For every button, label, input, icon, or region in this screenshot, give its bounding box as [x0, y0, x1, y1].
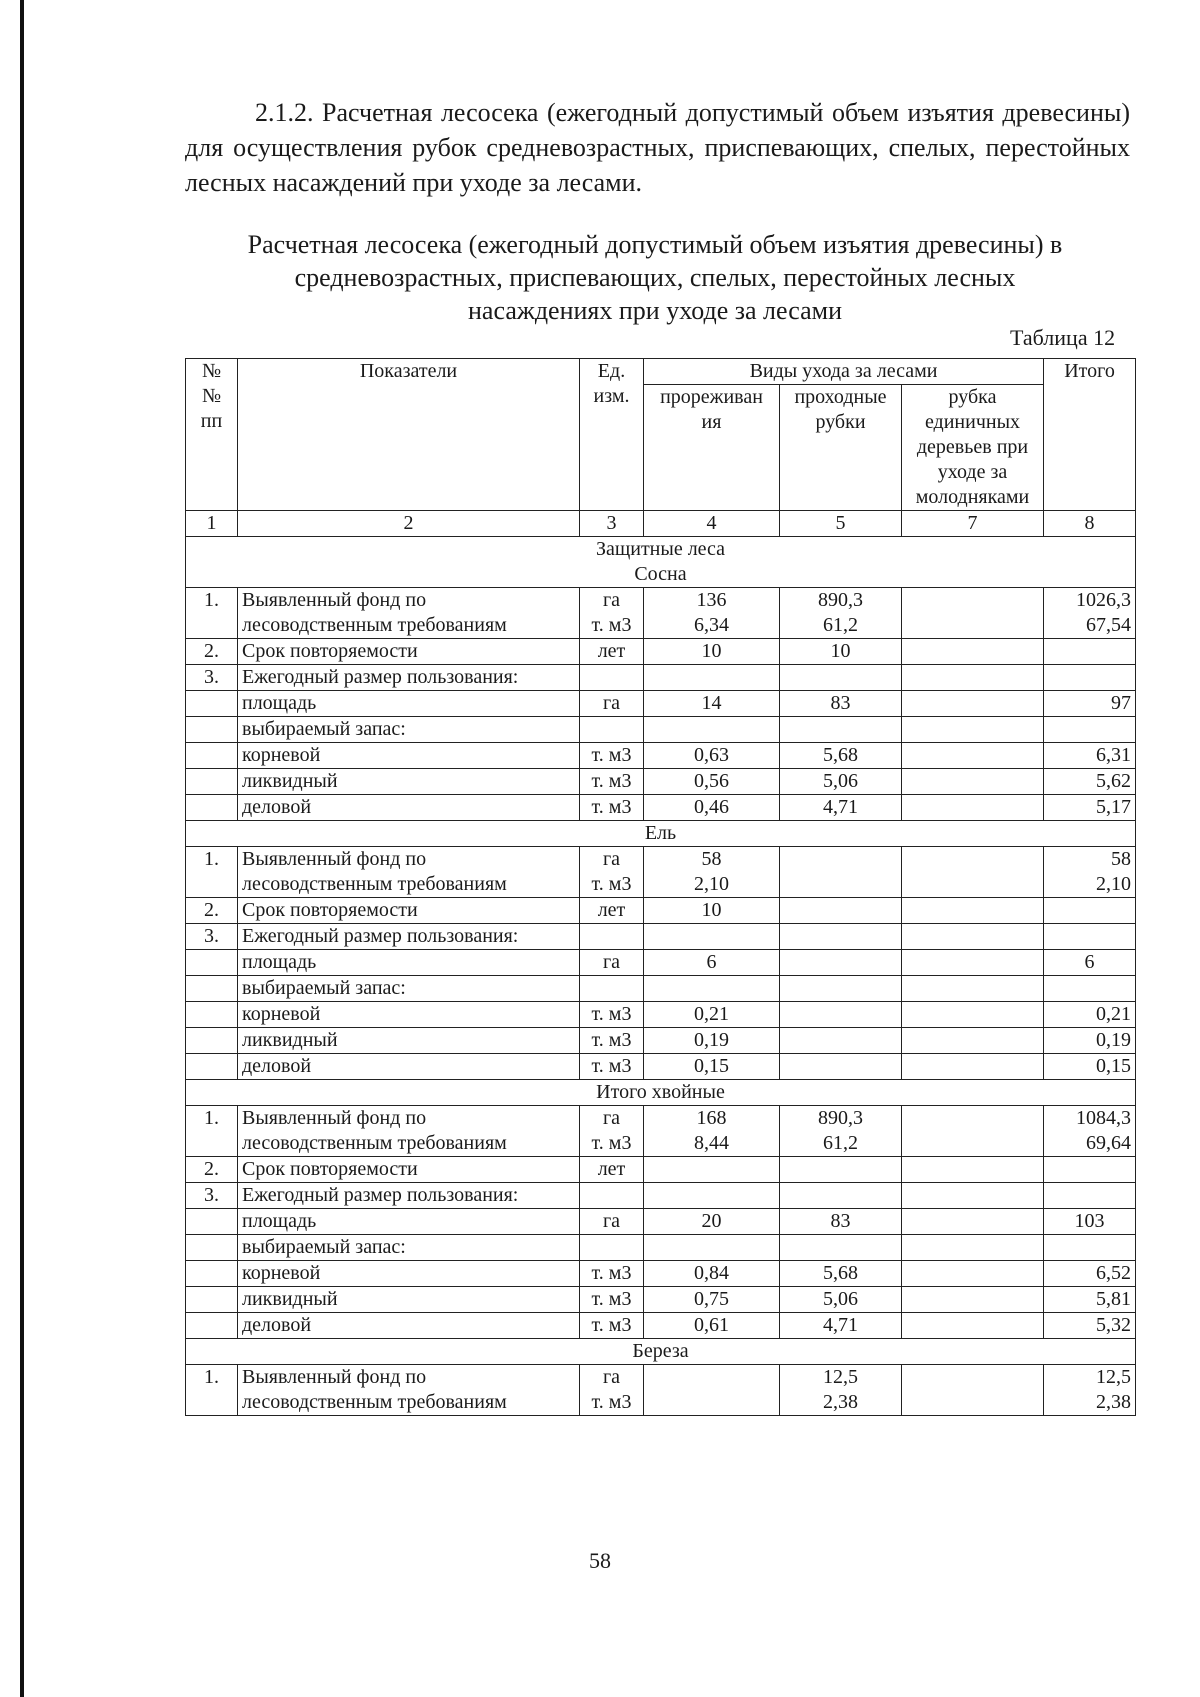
table-cell	[644, 976, 780, 1002]
table-cell	[780, 1183, 902, 1209]
section-protective-forests: Защитные леса	[595, 538, 726, 560]
table-cell	[902, 898, 1044, 924]
cell-line: га	[602, 848, 621, 870]
table-cell: 4,71	[780, 1313, 902, 1339]
table-cell	[580, 588, 644, 639]
table-cell	[644, 588, 780, 639]
table-cell	[186, 1287, 238, 1313]
header-care-types: Виды ухода за лесами	[644, 359, 1044, 385]
table-cell	[902, 588, 1044, 639]
table-cell	[902, 1106, 1044, 1157]
table-cell	[902, 1209, 1044, 1235]
cell-line: рубка	[948, 386, 997, 408]
cell-line: проходные	[794, 386, 887, 408]
cell-line: 2,10	[694, 873, 729, 895]
table-cell: т. м3	[580, 795, 644, 821]
table-cell	[580, 976, 644, 1002]
table-row	[186, 1209, 1136, 1235]
table-cell: 5,06	[780, 769, 902, 795]
table-cell: ликвидный	[238, 769, 580, 795]
table-row	[186, 588, 1136, 639]
table-cell	[780, 665, 902, 691]
table-cell	[186, 1313, 238, 1339]
table-row	[186, 717, 1136, 743]
cell-line: 67,54	[1086, 614, 1131, 636]
cell-line: 890,3	[818, 1107, 863, 1129]
table-cell: лет	[580, 1157, 644, 1183]
cell-line: 2,38	[1096, 1391, 1131, 1413]
table-row	[186, 1157, 1136, 1183]
table-cell	[186, 1235, 238, 1261]
table-row	[186, 847, 1136, 898]
table-cell: т. м3	[580, 1028, 644, 1054]
table-cell: выбираемый запас:	[238, 976, 580, 1002]
table-cell: деловой	[238, 1054, 580, 1080]
cell-line: ия	[701, 411, 722, 433]
table-row	[186, 743, 1136, 769]
table-cell: площадь	[238, 1209, 580, 1235]
table-cell	[780, 1054, 902, 1080]
table-cell: лет	[580, 898, 644, 924]
column-numbers-row	[186, 511, 1136, 537]
table-cell: 3.	[186, 665, 238, 691]
table-cell	[780, 1028, 902, 1054]
table-cell	[238, 1106, 580, 1157]
table-cell	[780, 924, 902, 950]
table-row	[186, 1028, 1136, 1054]
table-cell	[1044, 1183, 1136, 1209]
table-cell	[902, 1313, 1044, 1339]
table-cell	[902, 1157, 1044, 1183]
table-cell: 0,46	[644, 795, 780, 821]
table-cell	[1044, 1365, 1136, 1416]
table-row	[186, 898, 1136, 924]
table-cell: 5,17	[1044, 795, 1136, 821]
colnum-7: 7	[902, 511, 1044, 537]
table-cell: 103	[1044, 1209, 1136, 1235]
table-cell	[580, 1183, 644, 1209]
intro-paragraph: 2.1.2. Расчетная лесосека (ежегодный допустимый объем изъятия древесины) для осуществления рубок средневозрастных, приспевающих, спелых, перестойных лесных насаждений при уходе за лесами.	[185, 98, 1130, 197]
table-cell: 0,84	[644, 1261, 780, 1287]
table-cell: 5,68	[780, 1261, 902, 1287]
cell-line: молодняками	[915, 486, 1030, 508]
colnum-3: 3	[580, 511, 644, 537]
colnum-2: 2	[238, 511, 580, 537]
table-cell	[780, 1157, 902, 1183]
table-cell	[1044, 847, 1136, 898]
table-cell	[780, 1235, 902, 1261]
table-cell: 10	[780, 639, 902, 665]
table-row	[186, 924, 1136, 950]
table-cell	[186, 976, 238, 1002]
table-row	[186, 950, 1136, 976]
section-pine: Сосна	[634, 563, 687, 585]
table-row	[186, 795, 1136, 821]
table-cell	[238, 847, 580, 898]
table-cell: 0,21	[644, 1002, 780, 1028]
table-cell	[902, 1054, 1044, 1080]
cell-line: 2,10	[1096, 873, 1131, 895]
table-cell	[1044, 898, 1136, 924]
table-cell	[1044, 924, 1136, 950]
table-cell	[580, 717, 644, 743]
table-cell	[580, 924, 644, 950]
allowable-cut-table	[185, 358, 1136, 1416]
table-cell: 83	[780, 1209, 902, 1235]
table-cell	[580, 847, 644, 898]
table-cell	[580, 1365, 644, 1416]
table-cell	[902, 1287, 1044, 1313]
table-cell: 5,62	[1044, 769, 1136, 795]
cell-line: 12,5	[1096, 1366, 1131, 1388]
table-row	[186, 976, 1136, 1002]
table-cell: деловой	[238, 795, 580, 821]
cell-line: га	[602, 1107, 621, 1129]
table-cell	[186, 691, 238, 717]
table-cell: 0,15	[644, 1054, 780, 1080]
heading-line-2: средневозрастных, приспевающих, спелых, перестойных лесных	[294, 263, 1016, 292]
table-cell	[902, 1235, 1044, 1261]
table-cell	[780, 1002, 902, 1028]
table-cell	[902, 1365, 1044, 1416]
header-passing-cuts	[780, 385, 902, 511]
table-row	[186, 665, 1136, 691]
table-cell	[644, 847, 780, 898]
table-cell	[902, 1261, 1044, 1287]
table-row	[186, 639, 1136, 665]
table-cell	[580, 1106, 644, 1157]
cell-line: лесоводственным требованиям	[242, 1391, 507, 1413]
cell-line: 1026,3	[1076, 589, 1131, 611]
table-cell: т. м3	[580, 1313, 644, 1339]
cell-line: прореживан	[660, 386, 763, 408]
cell-line: 58	[701, 848, 722, 870]
table-cell: 20	[644, 1209, 780, 1235]
table-cell: 10	[644, 898, 780, 924]
colnum-5: 5	[780, 511, 902, 537]
heading-line-1: Расчетная лесосека (ежегодный допустимый объем изъятия древесины) в	[247, 230, 1063, 259]
cell-line: №	[201, 360, 222, 382]
table-cell: 2.	[186, 639, 238, 665]
table-cell: 1.	[186, 1365, 238, 1416]
table-cell	[1044, 1106, 1136, 1157]
table-cell	[186, 1261, 238, 1287]
cell-line: 6,34	[694, 614, 729, 636]
table-cell: 6	[1044, 950, 1136, 976]
section-birch: Береза	[186, 1339, 1136, 1365]
colnum-4: 4	[644, 511, 780, 537]
cell-line: 136	[696, 589, 727, 611]
header-total: Итого	[1044, 359, 1136, 511]
table-row	[186, 1183, 1136, 1209]
table-cell	[644, 1183, 780, 1209]
colnum-8: 8	[1044, 511, 1136, 537]
header-row-top	[186, 359, 1136, 385]
table-cell: 1.	[186, 588, 238, 639]
table-cell	[186, 743, 238, 769]
cell-line: 61,2	[823, 614, 858, 636]
table-cell: 2.	[186, 1157, 238, 1183]
table-cell: 5,68	[780, 743, 902, 769]
cell-line: га	[602, 1366, 621, 1388]
table-cell: т. м3	[580, 743, 644, 769]
table-cell	[780, 588, 902, 639]
table-cell	[1044, 588, 1136, 639]
cell-line: т. м3	[591, 1132, 632, 1154]
cell-line: деревьев при	[916, 436, 1029, 458]
table-cell: 6,31	[1044, 743, 1136, 769]
cell-line: уходе за	[937, 461, 1008, 483]
table-cell: га	[580, 1209, 644, 1235]
cell-line: т. м3	[591, 873, 632, 895]
cell-line: пп	[200, 410, 223, 432]
table-cell: лет	[580, 639, 644, 665]
cell-line: 58	[1111, 848, 1131, 870]
table-cell: 97	[1044, 691, 1136, 717]
section-title	[186, 537, 1136, 588]
table-cell: Ежегодный размер пользования:	[238, 924, 580, 950]
table-row	[186, 1106, 1136, 1157]
table-row	[186, 1313, 1136, 1339]
heading-line-3: насаждениях при уходе за лесами	[468, 296, 842, 325]
table-cell: 5,32	[1044, 1313, 1136, 1339]
table-cell: Срок повторяемости	[238, 898, 580, 924]
table-cell: га	[580, 950, 644, 976]
table-cell	[644, 665, 780, 691]
table-cell: 10	[644, 639, 780, 665]
table-cell: Ежегодный размер пользования:	[238, 1183, 580, 1209]
table-row	[186, 769, 1136, 795]
table-cell	[780, 950, 902, 976]
table-cell: 0,63	[644, 743, 780, 769]
table-cell: Срок повторяемости	[238, 1157, 580, 1183]
table-cell: т. м3	[580, 1054, 644, 1080]
cell-line: единичных	[924, 411, 1021, 433]
table-cell	[902, 1028, 1044, 1054]
table-cell	[186, 1002, 238, 1028]
table-cell	[902, 717, 1044, 743]
section-conifers-total: Итого хвойные	[186, 1080, 1136, 1106]
table-cell: 0,15	[1044, 1054, 1136, 1080]
cell-line: 2,38	[823, 1391, 858, 1413]
table-cell: 0,61	[644, 1313, 780, 1339]
table-cell: площадь	[238, 691, 580, 717]
table-cell	[1044, 1157, 1136, 1183]
table-cell: ликвидный	[238, 1028, 580, 1054]
cell-line: лесоводственным требованиям	[242, 614, 507, 636]
cell-line: т. м3	[591, 1391, 632, 1413]
table-cell	[1044, 976, 1136, 1002]
header-single-trees	[902, 385, 1044, 511]
cell-line: Выявленный фонд по	[242, 1107, 427, 1129]
table-cell: т. м3	[580, 1287, 644, 1313]
table-cell	[780, 847, 902, 898]
table-cell: 6,52	[1044, 1261, 1136, 1287]
table-cell: деловой	[238, 1313, 580, 1339]
table-cell: 5,06	[780, 1287, 902, 1313]
table-cell	[644, 1365, 780, 1416]
section-row-spruce	[186, 821, 1136, 847]
table-cell: т. м3	[580, 769, 644, 795]
header-indicators: Показатели	[238, 359, 580, 511]
table-cell	[580, 1235, 644, 1261]
table-cell: Ежегодный размер пользования:	[238, 665, 580, 691]
section-spruce: Ель	[186, 821, 1136, 847]
table-cell: выбираемый запас:	[238, 1235, 580, 1261]
table-cell	[580, 665, 644, 691]
table-cell: корневой	[238, 743, 580, 769]
table-cell	[902, 976, 1044, 1002]
table-cell: Срок повторяемости	[238, 639, 580, 665]
table-cell	[644, 924, 780, 950]
table-cell: 14	[644, 691, 780, 717]
cell-line: Ед.	[597, 360, 626, 382]
table-cell: 1.	[186, 1106, 238, 1157]
table-cell	[1044, 639, 1136, 665]
table-cell	[902, 769, 1044, 795]
table-cell	[902, 795, 1044, 821]
table-cell	[644, 1157, 780, 1183]
table-cell	[902, 639, 1044, 665]
table-row	[186, 691, 1136, 717]
table-cell	[186, 950, 238, 976]
cell-line: лесоводственным требованиям	[242, 873, 507, 895]
table-cell: выбираемый запас:	[238, 717, 580, 743]
header-unit	[580, 359, 644, 511]
table-cell: корневой	[238, 1002, 580, 1028]
table-cell	[902, 847, 1044, 898]
table-heading	[170, 228, 1140, 327]
cell-line: 12,5	[823, 1366, 858, 1388]
table-row	[186, 1054, 1136, 1080]
table-cell	[644, 1106, 780, 1157]
table-cell: 2.	[186, 898, 238, 924]
table-cell	[780, 1365, 902, 1416]
cell-line: Выявленный фонд по	[242, 589, 427, 611]
table-row	[186, 1365, 1136, 1416]
table-cell: площадь	[238, 950, 580, 976]
header-num	[186, 359, 238, 511]
table-cell	[186, 769, 238, 795]
table-cell: т. м3	[580, 1261, 644, 1287]
table-cell: 0,56	[644, 769, 780, 795]
cell-line: 61,2	[823, 1132, 858, 1154]
table-cell: 0,21	[1044, 1002, 1136, 1028]
table-row	[186, 1235, 1136, 1261]
table-number-label: Таблица 12	[1010, 325, 1116, 350]
table-cell: 83	[780, 691, 902, 717]
table-cell	[780, 1106, 902, 1157]
cell-line: лесоводственным требованиям	[242, 1132, 507, 1154]
table-cell	[1044, 717, 1136, 743]
cell-line: га	[602, 589, 621, 611]
table-row	[186, 1002, 1136, 1028]
cell-line: рубки	[815, 411, 866, 433]
table-cell: корневой	[238, 1261, 580, 1287]
table-cell	[902, 691, 1044, 717]
table-cell	[1044, 1235, 1136, 1261]
table-cell	[902, 1002, 1044, 1028]
table-cell: 5,81	[1044, 1287, 1136, 1313]
table-cell	[902, 950, 1044, 976]
table-row	[186, 1261, 1136, 1287]
cell-line: т. м3	[591, 614, 632, 636]
cell-line: 8,44	[694, 1132, 729, 1154]
table-row	[186, 1287, 1136, 1313]
cell-line: Выявленный фонд по	[242, 1366, 427, 1388]
table-cell	[238, 1365, 580, 1416]
table-cell	[780, 898, 902, 924]
table-cell: 0,19	[1044, 1028, 1136, 1054]
table-cell	[780, 976, 902, 1002]
table-cell	[644, 717, 780, 743]
table-cell: 4,71	[780, 795, 902, 821]
section-row-pine	[186, 537, 1136, 588]
table-cell	[902, 924, 1044, 950]
table-cell: 3.	[186, 1183, 238, 1209]
table-cell	[186, 1054, 238, 1080]
colnum-1: 1	[186, 511, 238, 537]
table-cell	[1044, 665, 1136, 691]
cell-line: Выявленный фонд по	[242, 848, 427, 870]
cell-line: №	[201, 385, 222, 407]
table-cell: 3.	[186, 924, 238, 950]
cell-line: 69,64	[1086, 1132, 1131, 1154]
table-cell	[902, 1183, 1044, 1209]
table-cell	[644, 1235, 780, 1261]
table-cell: 1.	[186, 847, 238, 898]
table-cell: 0,75	[644, 1287, 780, 1313]
table-cell	[186, 717, 238, 743]
table-cell: 6	[644, 950, 780, 976]
table-cell: 0,19	[644, 1028, 780, 1054]
header-thinning	[644, 385, 780, 511]
table-cell	[780, 717, 902, 743]
table-cell: ликвидный	[238, 1287, 580, 1313]
page-number: 58	[589, 1548, 611, 1573]
table-cell	[186, 1028, 238, 1054]
cell-line: 168	[696, 1107, 727, 1129]
table-cell	[902, 743, 1044, 769]
table-cell: га	[580, 691, 644, 717]
table-cell	[186, 795, 238, 821]
cell-line: 1084,3	[1076, 1107, 1131, 1129]
section-row-birch	[186, 1339, 1136, 1365]
scan-edge-line	[20, 0, 24, 1697]
section-row-conifers	[186, 1080, 1136, 1106]
table-cell: т. м3	[580, 1002, 644, 1028]
cell-line: изм.	[593, 385, 630, 407]
cell-line: 890,3	[818, 589, 863, 611]
table-cell	[186, 1209, 238, 1235]
table-cell	[238, 588, 580, 639]
table-cell	[902, 665, 1044, 691]
